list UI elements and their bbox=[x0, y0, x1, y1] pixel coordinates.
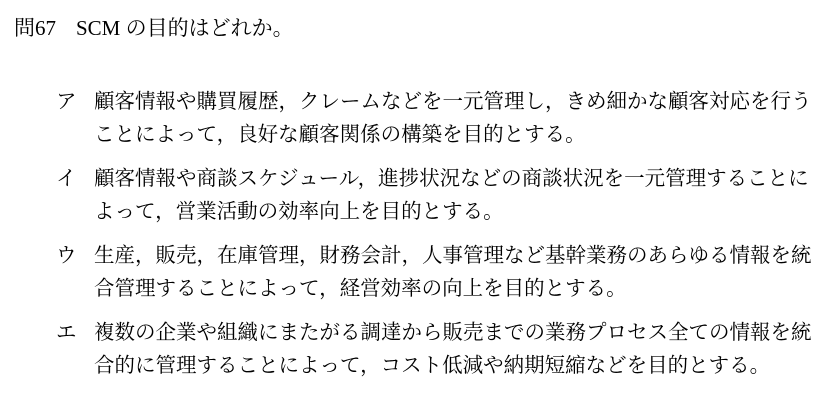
choice-list bbox=[56, 86, 826, 394]
question-text: SCM の目的はどれか。 bbox=[76, 16, 294, 40]
choice-line-text: 顧客情報や商談スケジュール，進捗状況などの商談状況を一元管理することに bbox=[94, 168, 809, 190]
choice-line-text: 複数の企業や組織にまたがる調達から販売までの業務プロセス全ての情報を統 bbox=[94, 322, 812, 344]
question-heading bbox=[14, 14, 294, 42]
question-number: 問67 bbox=[14, 16, 56, 40]
choice-label-e: エ bbox=[56, 322, 77, 344]
choice-line-text: 合管理することによって，経営効率の向上を目的とする。 bbox=[94, 278, 627, 300]
choice-line-text: 生産，販売，在庫管理，財務会計，人事管理など基幹業務のあらゆる情報を統 bbox=[94, 245, 812, 267]
choice-label-u: ウ bbox=[56, 245, 77, 267]
choice-label-i: イ bbox=[56, 168, 77, 190]
choice-option-i bbox=[56, 163, 826, 229]
choice-option-e bbox=[56, 317, 826, 383]
choice-first-line bbox=[56, 317, 826, 350]
choice-first-line bbox=[56, 240, 826, 273]
choice-first-line bbox=[56, 86, 826, 119]
choice-option-u bbox=[56, 240, 826, 306]
choice-label-a: ア bbox=[56, 91, 77, 113]
choice-option-a bbox=[56, 86, 826, 152]
choice-line-text: よって，営業活動の効率向上を目的とする。 bbox=[94, 201, 504, 223]
choice-line-text: 合的に管理することによって，コスト低減や納期短縮などを目的とする。 bbox=[94, 355, 771, 377]
choice-line-text: 顧客情報や購買履歴，クレームなどを一元管理し，きめ細かな顧客対応を行う bbox=[94, 91, 812, 113]
choice-line-text: ことによって，良好な顧客関係の構築を目的とする。 bbox=[94, 124, 586, 146]
choice-first-line bbox=[56, 163, 826, 196]
